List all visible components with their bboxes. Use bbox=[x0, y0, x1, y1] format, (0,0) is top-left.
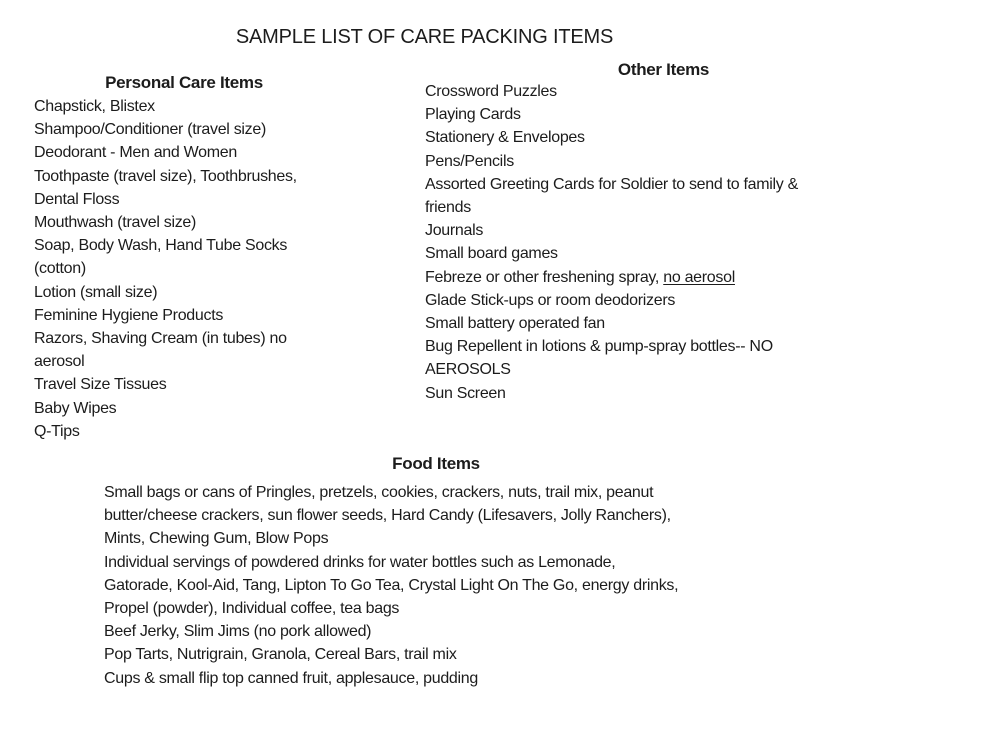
food-items-list bbox=[104, 481, 824, 690]
list-line: Travel Size Tissues bbox=[34, 376, 167, 394]
section-heading-other-items: Other Items bbox=[617, 60, 710, 79]
list-line: Lotion (small size) bbox=[34, 283, 158, 301]
list-line: Soap, Body Wash, Hand Tube Socks bbox=[34, 237, 288, 255]
list-line: Mints, Chewing Gum, Blow Pops bbox=[104, 530, 329, 548]
list-line: Deodorant - Men and Women bbox=[34, 144, 237, 162]
list-line: Toothpaste (travel size), Toothbrushes, bbox=[34, 167, 297, 185]
list-line: aerosol bbox=[34, 353, 85, 371]
line-text: Febreze or other freshening spray, bbox=[425, 268, 664, 286]
list-line: Journals bbox=[425, 222, 484, 240]
list-line: Q-Tips bbox=[34, 422, 80, 440]
underlined-text: no aerosol bbox=[663, 268, 735, 286]
page-title: SAMPLE LIST OF CARE PACKING ITEMS bbox=[235, 26, 614, 48]
list-line: Gatorade, Kool-Aid, Tang, Lipton To Go Tea, Crystal Light On The Go, energy drinks, bbox=[104, 576, 679, 594]
list-line: Baby Wipes bbox=[34, 399, 117, 417]
section-heading-food-items: Food Items bbox=[392, 454, 480, 473]
section-heading-personal-care-items: Personal Care Items bbox=[105, 73, 263, 92]
list-line: Mouthwash (travel size) bbox=[34, 214, 197, 232]
list-line: Chapstick, Blistex bbox=[34, 98, 155, 115]
list-line: Feminine Hygiene Products bbox=[34, 306, 224, 324]
list-line: (cotton) bbox=[34, 260, 86, 278]
list-line bbox=[425, 266, 980, 289]
list-line: AEROSOLS bbox=[425, 361, 511, 379]
list-line: Glade Stick-ups or room deodorizers bbox=[425, 291, 676, 309]
list-line: Small battery operated fan bbox=[425, 315, 605, 333]
list-line: Pens/Pencils bbox=[425, 152, 514, 170]
list-line: Small board games bbox=[425, 245, 558, 263]
list-line: Beef Jerky, Slim Jims (no pork allowed) bbox=[104, 623, 372, 641]
list-line: Dental Floss bbox=[34, 190, 120, 208]
list-line: Assorted Greeting Cards for Soldier to send to family & bbox=[425, 175, 799, 193]
list-line: butter/cheese crackers, sun flower seeds, Hard Candy (Lifesavers, Jolly Ranchers), bbox=[104, 507, 671, 525]
personal-care-items-list bbox=[34, 95, 394, 443]
list-line: Shampoo/Conditioner (travel size) bbox=[34, 121, 266, 139]
list-line: Razors, Shaving Cream (in tubes) no bbox=[34, 330, 287, 348]
list-line: Stationery & Envelopes bbox=[425, 129, 585, 147]
list-line: Propel (powder), Individual coffee, tea bags bbox=[104, 600, 400, 618]
other-items-list bbox=[425, 80, 980, 405]
list-line: Cups & small flip top canned fruit, applesauce, pudding bbox=[104, 669, 478, 687]
list-line: Pop Tarts, Nutrigrain, Granola, Cereal Bars, trail mix bbox=[104, 646, 457, 664]
list-line: friends bbox=[425, 199, 471, 217]
list-line: Individual servings of powdered drinks for water bottles such as Lemonade, bbox=[104, 553, 616, 571]
list-line: Bug Repellent in lotions & pump-spray bottles-- NO bbox=[425, 338, 773, 356]
list-line: Playing Cards bbox=[425, 106, 521, 124]
list-line: Crossword Puzzles bbox=[425, 83, 557, 100]
list-line: Sun Screen bbox=[425, 384, 506, 402]
list-line: Small bags or cans of Pringles, pretzels, cookies, crackers, nuts, trail mix, peanut bbox=[104, 484, 654, 501]
